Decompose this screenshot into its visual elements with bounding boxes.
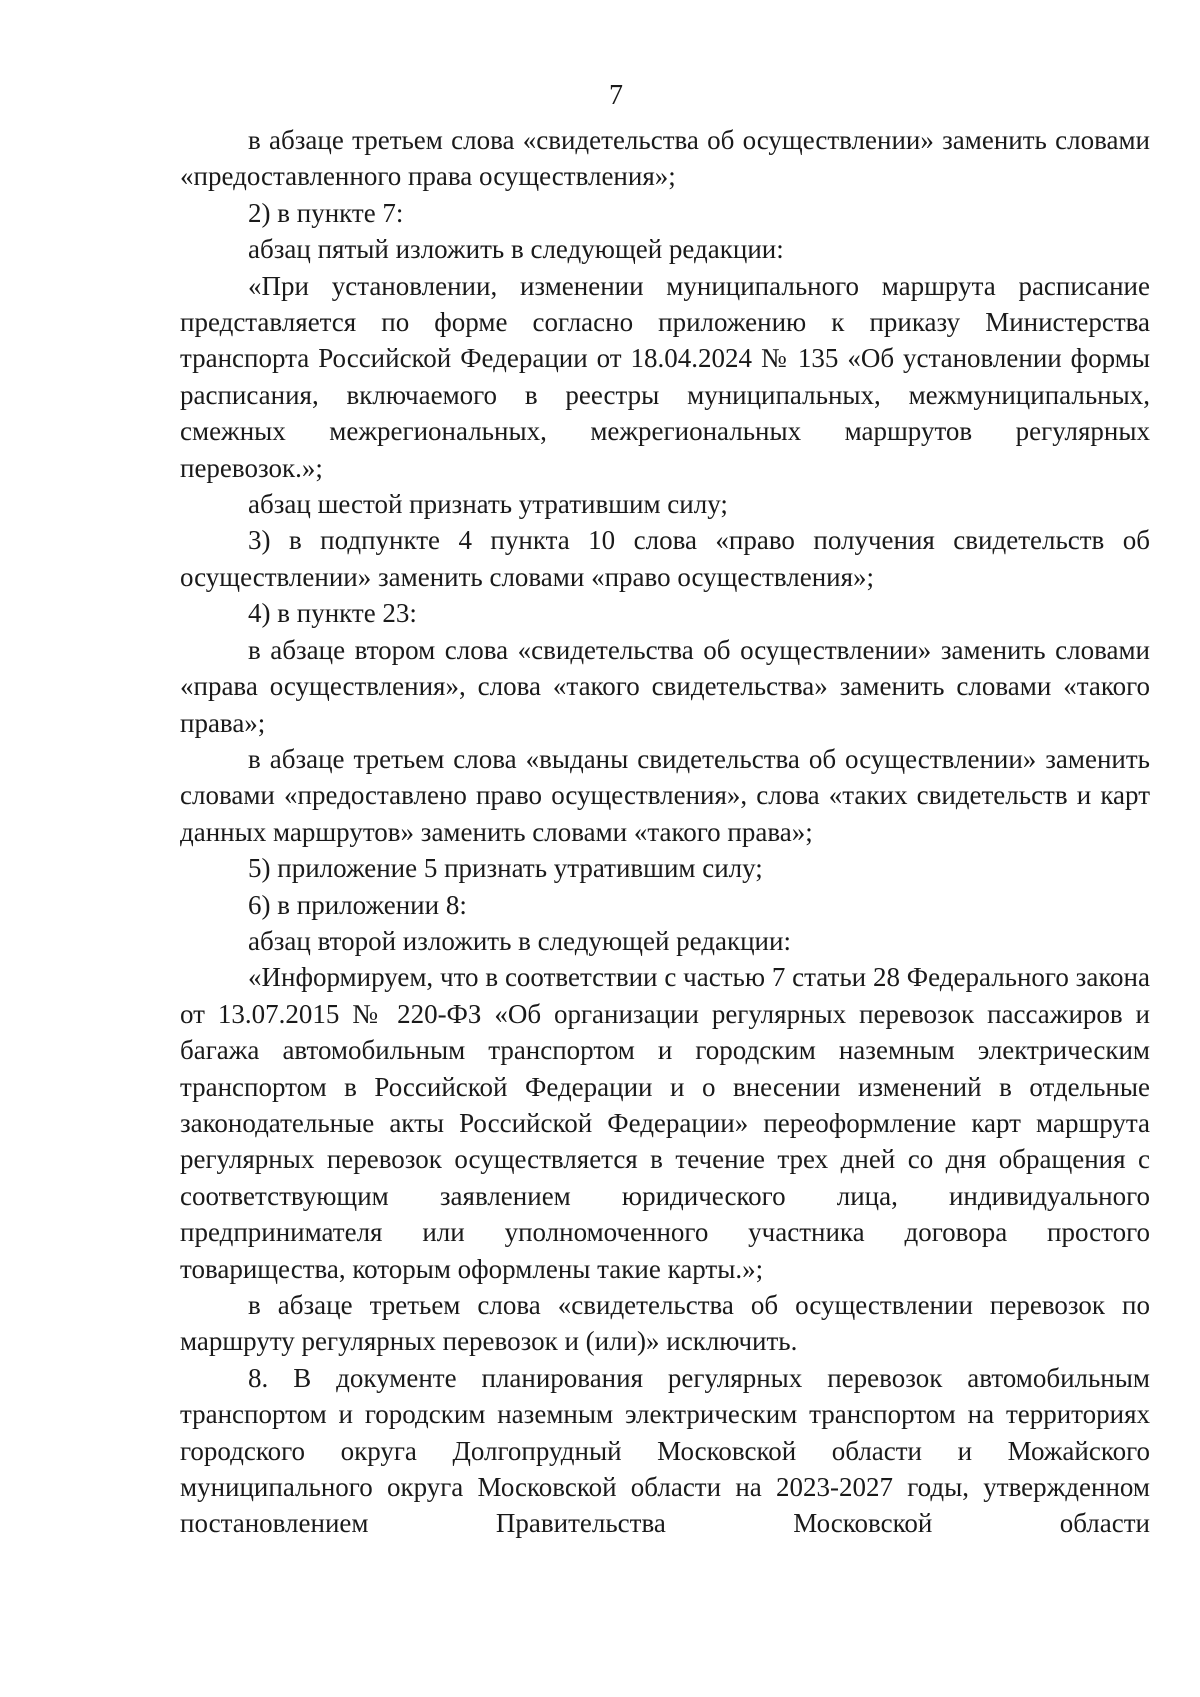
paragraph: в абзаце третьем слова «выданы свидетельства об осуществлении» заменить словами «предоставлено право осуществления», слова «таких свидетельств и карт данных маршрутов» заменить словами «такого права»; (180, 743, 1150, 847)
paragraph: абзац пятый изложить в следующей редакции: (248, 234, 784, 265)
paragraph: 2) в пункте 7: (248, 197, 404, 228)
document-body (180, 122, 1150, 1542)
paragraph: «Информируем, что в соответствии с частью 7 статьи 28 Федерального закона от 13.07.2015 № 220-ФЗ «Об организации регулярных перевозок пассажиров и багажа автомобильным транспортом и городским наземным электрическим транспортом в Российской Федерации и о внесении изменений в отдельные законодательные акты Российской Федерации» переоформление карт маршрута регулярных перевозок осуществляется в течение трех дней со дня обращения с соответствующим заявлением юридического лица, индивидуального предпринимателя или уполномоченного участника договора простого товарищества, которым оформлены такие карты.»; (180, 962, 1150, 1284)
paragraph: 4) в пункте 23: (248, 598, 417, 629)
page-number: 7 (609, 80, 623, 111)
paragraph: 3) в подпункте 4 пункта 10 слова «право получения свидетельств об осуществлении» заменить словами «право осуществления»; (180, 525, 1150, 592)
paragraph: 6) в приложении 8: (248, 889, 467, 920)
paragraph: 8. В документе планирования регулярных перевозок автомобильным транспортом и городским наземным электрическим транспортом на территориях городского округа Долгопрудный Московской области и Можайского муниципального округа Московской области на 2023-2027 годы, утвержденном постановлением Правительства Московской области (180, 1362, 1150, 1539)
paragraph: в абзаце третьем слова «свидетельства об осуществлении» заменить словами «предоставленного права осуществления»; (180, 125, 1150, 192)
paragraph: «При установлении, изменении муниципального маршрута расписание представляется по форме согласно приложению к приказу Министерства транспорта Российской Федерации от 18.04.2024 № 135 «Об установлении формы расписания, включаемого в реестры муниципальных, межмуниципальных, смежных межрегиональных, межрегиональных маршрутов регулярных перевозок.»; (180, 270, 1150, 483)
paragraph: в абзаце третьем слова «свидетельства об осуществлении перевозок по маршруту регулярных перевозок и (или)» исключить. (180, 1290, 1150, 1357)
paragraph: в абзаце втором слова «свидетельства об осуществлении» заменить словами «права осуществления», слова «такого свидетельства» заменить словами «такого права»; (180, 634, 1150, 738)
paragraph: 5) приложение 5 признать утратившим силу; (248, 853, 763, 884)
paragraph: абзац второй изложить в следующей редакции: (248, 925, 791, 956)
paragraph: абзац шестой признать утратившим силу; (248, 489, 728, 520)
